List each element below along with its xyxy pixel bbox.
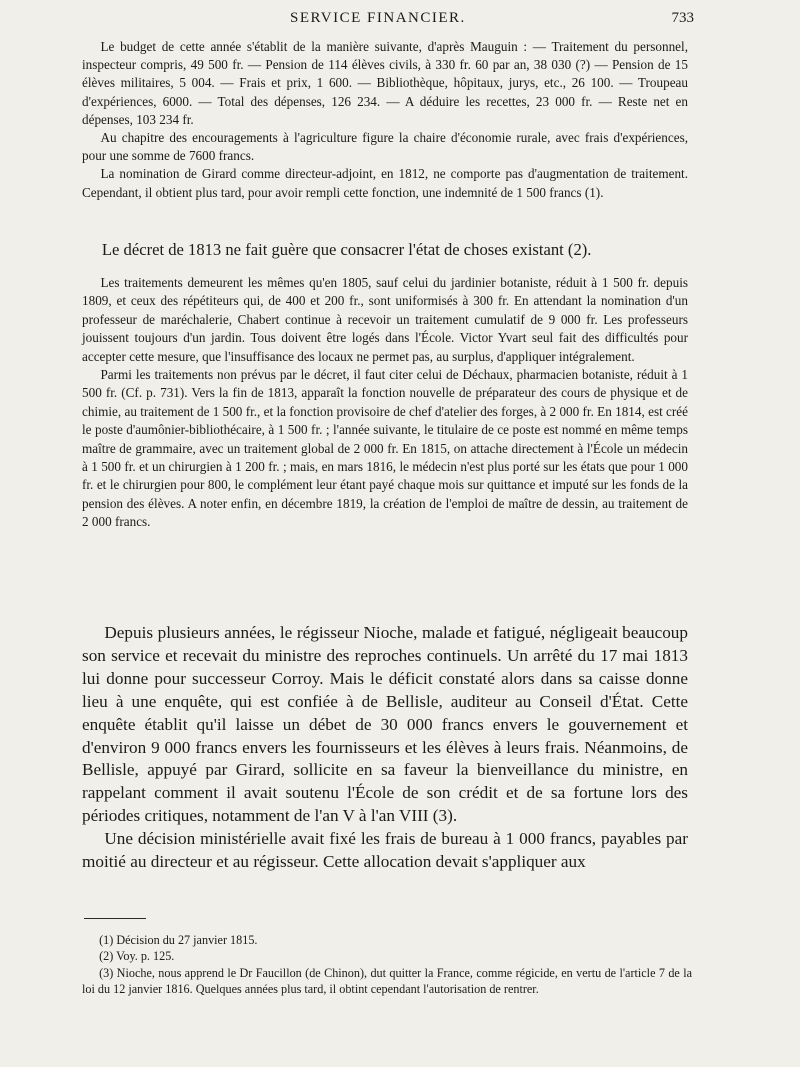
footnote: (1) Décision du 27 janvier 1815. [99, 933, 258, 947]
footnote: (3) Nioche, nous apprend le Dr Faucillon (de Chinon), dut quitter la France, comme régicide, en vertu de l'article 7 de la loi du 12 janvier 1816. Quelques années plus tard, il obtint cependant l'autorisation de rentrer. [82, 965, 692, 996]
section-heading: Le décret de 1813 ne fait guère que consacrer l'état de choses existant (2). [101, 240, 592, 259]
running-head: SERVICE FINANCIER. [290, 10, 466, 26]
budget-section [82, 38, 688, 202]
paragraph: Depuis plusieurs années, le régisseur Nioche, malade et fatigué, négligeait beaucoup son service et recevait du ministre des reproches continuels. Un arrêté du 17 mai 1813 lui donne pour successeur Corroy. Mais le déficit constaté alors dans sa caisse donne lieu à une enquête, qui est confiée à de Bellisle, auditeur au Conseil d'État. Cette enquête établit qu'il laisse un débet de 30 000 francs envers le gouvernement et d'environ 9 000 francs envers les fournisseurs et les élèves à leurs frais. Néanmoins, de Bellisle, appuyé par Girard, sollicite en sa faveur la bienveillance du ministre, en rappelant comment il avait soutenu l'École de son crédit et de sa fortune lors des périodes critiques, notamment de l'an V à l'an VIII (3). [82, 623, 688, 826]
paragraph: Parmi les traitements non prévus par le décret, il faut citer celui de Déchaux, pharmacien botaniste, réduit à 1 500 fr. (Cf. p. 731). Vers la fin de 1813, apparaît la fonction nouvelle de préparateur des cours de physique et de chimie, au traitement de 1 500 fr., et la fonction provisoire de chef d'atelier des forges, à 2 000 fr. En 1814, est créé le poste d'aumônier-bibliothécaire, à 1 500 fr. ; l'année suivante, le titulaire de ce poste est nommé en même temps maître de grammaire, avec un traitement global de 2 000 fr. En 1815, on attache directement à l'École un médecin à 1 500 fr. et un chirurgien à 1 200 fr. ; mais, en mars 1816, le médecin n'est plus porté sur les états que pour 1 000 fr. et le chirurgien pour 800, le complément leur étant payé chaque mois sur quittance et imputé sur les fonds de la pension des élèves. A noter enfin, en décembre 1819, la création de l'emploi de maître de dessin, au traitement de 2 000 francs. [82, 367, 688, 530]
page-number: 733 [671, 10, 694, 26]
decree-section [82, 274, 688, 532]
page-header [80, 8, 700, 30]
paragraph: Les traitements demeurent les mêmes qu'en 1805, sauf celui du jardinier botaniste, réduit à 1 500 fr. depuis 1809, et ceux des répétiteurs qui, de 400 et 200 fr., sont uniformisés à 300 fr. En attendant la nomination d'un professeur de maréchalerie, Chabert continue à recevoir un traitement cumulatif de 9 000 fr. Les professeurs jouissent toujours d'un jardin. Tous doivent être logés dans l'École. Victor Yvart seul fait des difficultés pour accepter cette mesure, que l'insuffisance des locaux ne permet pas, au surplus, d'appliquer intégralement. [82, 275, 688, 364]
footnote: (2) Voy. p. 125. [99, 949, 175, 964]
paragraph: Une décision ministérielle avait fixé les frais de bureau à 1 000 francs, payables par moitié au directeur et au régisseur. Cette allocation devait s'appliquer aux [82, 829, 688, 872]
footnote-divider [84, 918, 146, 919]
paragraph: Le budget de cette année s'établit de la manière suivante, d'après Mauguin : — Traitement du personnel, inspecteur compris, 49 500 fr. — Pension de 114 élèves civils, à 330 fr. 60 par an, 38 030 (?) — Pension de 15 élèves militaires, 5 004. — Frais et prix, 1 600. — Bibliothèque, hôpitaux, jurys, etc., 26 100. — Troupeau d'expériences, 6000. — Total des dépenses, 126 234. — A déduire les recettes, 23 000 fr. — Reste net en dépenses, 103 234 fr. [82, 39, 688, 127]
regisseur-section [82, 622, 688, 874]
paragraph: La nomination de Girard comme directeur-adjoint, en 1812, ne comporte pas d'augmentation de traitement. Cependant, il obtient plus tard, pour avoir rempli cette fonction, une indemnité de 1 500 francs (1). [82, 166, 688, 200]
footnotes [82, 932, 692, 997]
paragraph: Au chapitre des encouragements à l'agriculture figure la chaire d'économie rurale, avec frais d'expériences, pour une somme de 7600 francs. [82, 130, 688, 164]
